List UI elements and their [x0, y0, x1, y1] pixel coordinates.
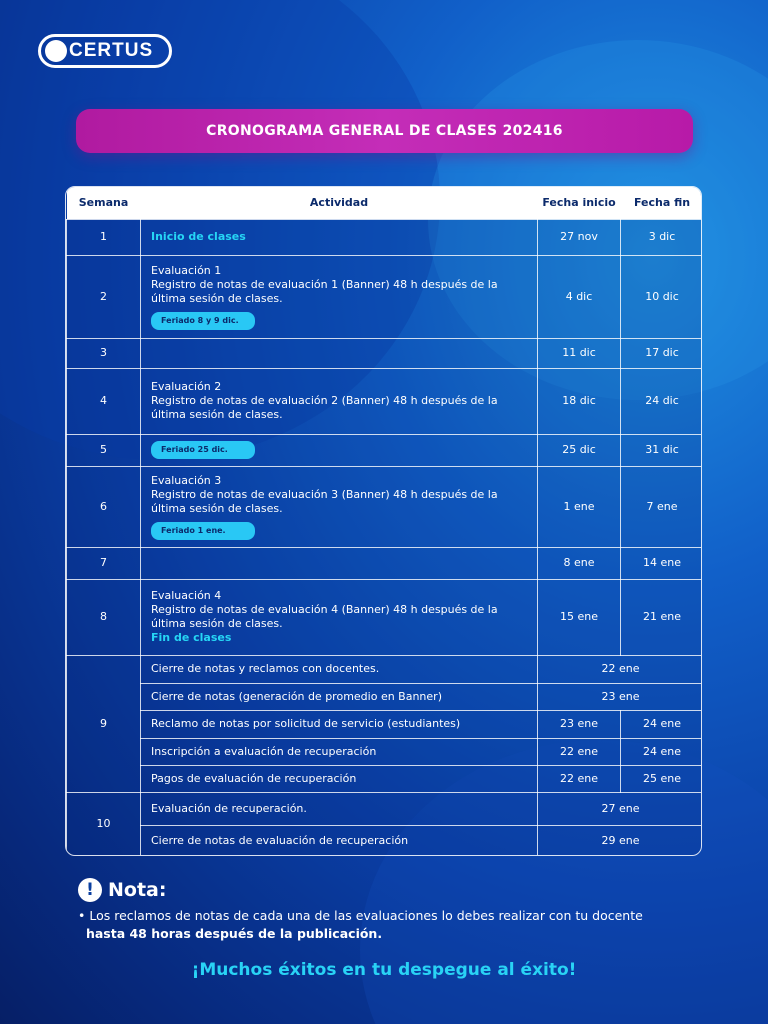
activity-highlight: Fin de clases — [151, 631, 232, 644]
end-date: 10 dic — [621, 255, 703, 338]
exclamation-icon: ! — [78, 878, 102, 902]
start-date: 15 ene — [538, 579, 621, 655]
start-date: 18 dic — [538, 368, 621, 434]
logo-mark-icon — [45, 40, 67, 62]
activity-highlight: Inicio de clases — [151, 230, 246, 243]
week-cell: 5 — [67, 434, 141, 466]
week-cell: 2 — [67, 255, 141, 338]
start-date: 25 dic — [538, 434, 621, 466]
week-cell: 7 — [67, 547, 141, 579]
end-date: 21 ene — [621, 579, 703, 655]
table-row — [67, 255, 703, 338]
activity-cell: Reclamo de notas por solicitud de servicio (estudiantes) — [141, 710, 538, 738]
week-cell: 6 — [67, 466, 141, 547]
activity-cell — [141, 219, 538, 255]
activity-cell — [141, 338, 538, 368]
start-date: 22 ene — [538, 765, 621, 792]
start-date: 27 nov — [538, 219, 621, 255]
start-date: 1 ene — [538, 466, 621, 547]
table-row — [67, 738, 703, 765]
activity-cell — [141, 255, 538, 338]
page-title: CRONOGRAMA GENERAL DE CLASES 202416 — [206, 123, 563, 139]
activity-cell: Cierre de notas (generación de promedio en Banner) — [141, 683, 538, 710]
table-row — [67, 579, 703, 655]
activity-detail: Registro de notas de evaluación 4 (Banner) 48 h después de la última sesión de clases. — [151, 603, 498, 630]
week-cell: 3 — [67, 338, 141, 368]
table-row — [67, 655, 703, 683]
week-cell: 1 — [67, 219, 141, 255]
end-date: 7 ene — [621, 466, 703, 547]
activity-cell: Evaluación de recuperación. — [141, 792, 538, 825]
activity-detail: Registro de notas de evaluación 2 (Banner) 48 h después de la última sesión de clases. — [151, 394, 498, 421]
activity-cell — [141, 368, 538, 434]
end-date: 17 dic — [621, 338, 703, 368]
start-date: 8 ene — [538, 547, 621, 579]
note-heading — [78, 878, 166, 902]
holiday-badge: Feriado 25 dic. — [151, 441, 255, 459]
date-cell: 29 ene — [538, 825, 703, 856]
activity-cell: Pagos de evaluación de recuperación — [141, 765, 538, 792]
activity-cell — [141, 547, 538, 579]
activity-cell: Cierre de notas de evaluación de recuperación — [141, 825, 538, 856]
table-row — [67, 219, 703, 255]
table-row — [67, 683, 703, 710]
title-banner — [76, 109, 693, 153]
activity-cell — [141, 434, 538, 466]
activity-title: Evaluación 4 — [151, 589, 222, 602]
header-start: Fecha inicio — [538, 187, 621, 219]
activity-detail: Registro de notas de evaluación 1 (Banner) 48 h después de la última sesión de clases. — [151, 277, 498, 305]
table-row — [67, 547, 703, 579]
week-cell: 4 — [67, 368, 141, 434]
table-row — [67, 434, 703, 466]
end-date: 24 dic — [621, 368, 703, 434]
week-cell: 9 — [67, 655, 141, 792]
note-text: Los reclamos de notas de cada una de las evaluaciones lo debes realizar con tu docente — [89, 908, 643, 923]
activity-title: Evaluación 3 — [151, 473, 222, 487]
note-bold-text: hasta 48 horas después de la publicación. — [85, 926, 383, 941]
week-cell: 10 — [67, 792, 141, 856]
start-date: 11 dic — [538, 338, 621, 368]
date-cell: 23 ene — [538, 683, 703, 710]
note-title: Nota: — [108, 879, 167, 901]
week-cell: 8 — [67, 579, 141, 655]
table-row — [67, 466, 703, 547]
activity-cell — [141, 466, 538, 547]
activity-title: Evaluación 2 — [151, 380, 222, 393]
table-row — [67, 710, 703, 738]
holiday-badge: Feriado 1 ene. — [151, 522, 255, 540]
date-cell: 22 ene — [538, 655, 703, 683]
schedule-table — [65, 186, 702, 856]
activity-cell — [141, 579, 538, 655]
activity-title: Evaluación 1 — [151, 263, 222, 277]
table-header-row — [67, 187, 703, 219]
table-row — [67, 368, 703, 434]
header-end: Fecha fin — [621, 187, 703, 219]
footer-message: ¡Muchos éxitos en tu despegue al éxito! — [191, 960, 577, 980]
end-date: 31 dic — [621, 434, 703, 466]
end-date: 3 dic — [621, 219, 703, 255]
activity-detail: Registro de notas de evaluación 3 (Banner) 48 h después de la última sesión de clases. — [151, 487, 498, 515]
activity-cell: Inscripción a evaluación de recuperación — [141, 738, 538, 765]
date-cell: 27 ene — [538, 792, 703, 825]
header-week: Semana — [67, 187, 141, 219]
table-row — [67, 825, 703, 856]
holiday-badge: Feriado 8 y 9 dic. — [151, 312, 255, 330]
end-date: 14 ene — [621, 547, 703, 579]
end-date: 24 ene — [621, 710, 703, 738]
end-date: 24 ene — [621, 738, 703, 765]
activity-cell: Cierre de notas y reclamos con docentes. — [141, 655, 538, 683]
header-activity: Actividad — [141, 187, 538, 219]
start-date: 22 ene — [538, 738, 621, 765]
start-date: 4 dic — [538, 255, 621, 338]
table-row — [67, 338, 703, 368]
logo-text: CERTUS — [69, 40, 154, 61]
note-body: • Los reclamos de notas de cada una de las evaluaciones lo debes realizar con tu docente hasta 48 horas después de la publicación. — [78, 908, 643, 941]
start-date: 23 ene — [538, 710, 621, 738]
table-row — [67, 792, 703, 825]
table-row — [67, 765, 703, 792]
end-date: 25 ene — [621, 765, 703, 792]
certus-logo — [38, 34, 172, 68]
